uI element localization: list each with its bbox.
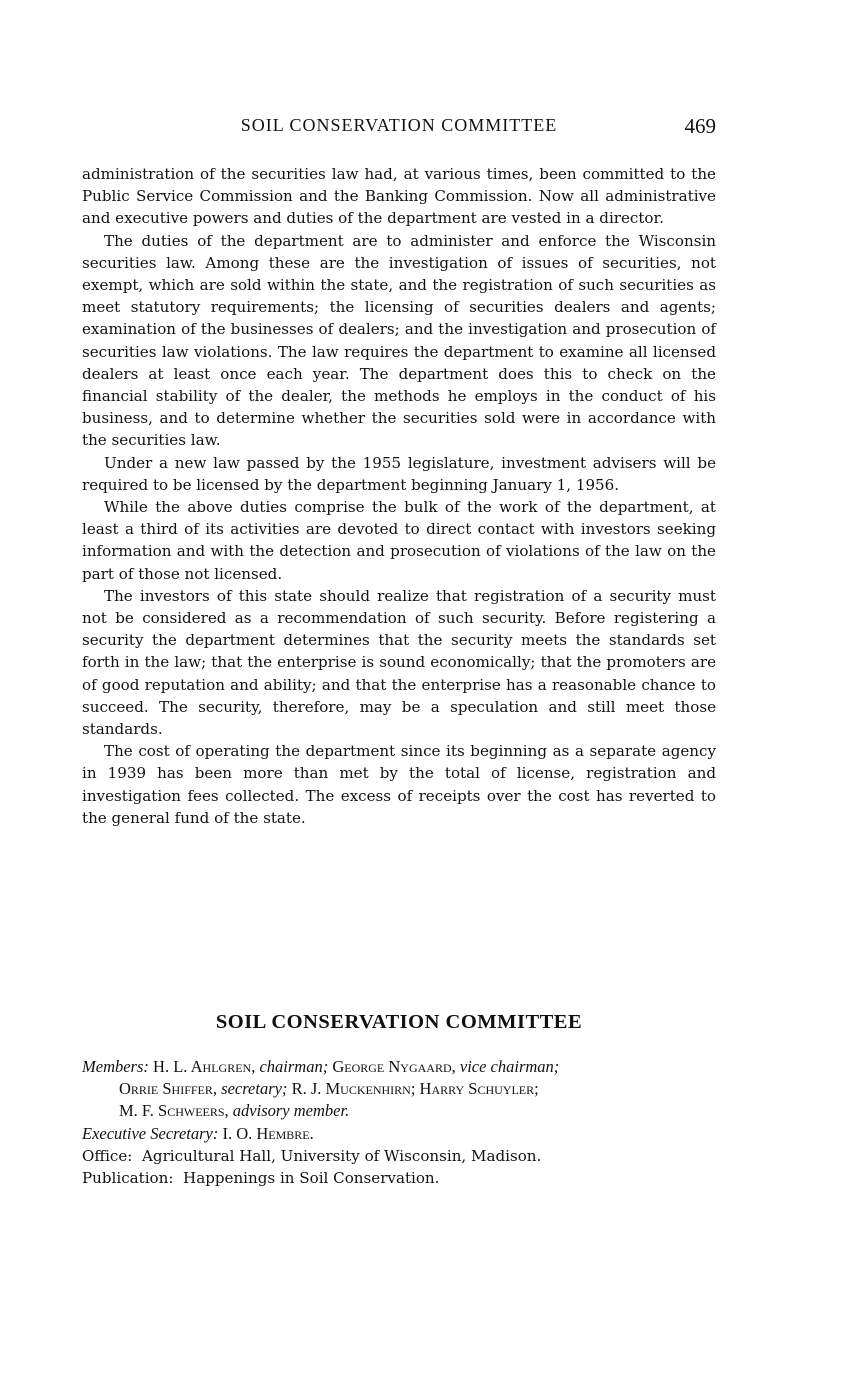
paragraph: The duties of the department are to administer and enforce the Wisconsin securities law. Among these are the investigation of issues of securities, not exempt, which are sold within the state, and the registration of such securities as meet statutory requirements; the licensing of securities dealers and agents; examination of the businesses of dealers; and the investigation and prosecution of securities law violations. The law requires the department to examine all licensed dealers at least once each year. The department does this to check on the financial stability of the dealer, the methods he employs in the conduct of his business, and to determine whether the securities sold were in accordance with the securities law.	[82, 231, 716, 450]
paragraph: The investors of this state should realize that registration of a security must not be considered as a recommendation of such security. Before registering a security the department determines that the security meets the standards set forth in the law; that the enterprise is sound economically; that the promoters are of good reputation and ability; and that the enterprise has a reasonable chance to succeed. The security, therefore, may be a speculation and still meet those standards.	[82, 586, 716, 739]
member-name: Orrie Shiffer	[119, 1079, 213, 1099]
member-role: advisory member.	[232, 1101, 350, 1121]
member-name: George Nygaard	[332, 1057, 452, 1076]
paragraph: Under a new law passed by the 1955 legislature, investment advisers will be required to be licensed by the department beginning January 1, 1956.	[82, 453, 716, 494]
members-label: Members:	[82, 1057, 149, 1076]
members-line: Members: H. L. Ahlgren, chairman; George Nygaard, vice chairman;	[82, 1057, 560, 1076]
members-line: Orrie Shiffer, secretary; R. J. Muckenhirn; Harry Schuyler;	[119, 1079, 539, 1099]
page-number: 469	[684, 114, 716, 138]
member-role: vice chairman;	[459, 1057, 560, 1076]
paragraph: administration of the securities law had, at various times, been committed to the Public Service Commission and the Banking Commission. Now all administrative and executive powers and duties of the department are vested in a director.	[82, 165, 716, 228]
member-name: R. J. Muckenhirn;	[291, 1079, 416, 1099]
office-line	[82, 1145, 722, 1167]
office-label: Office:	[82, 1146, 133, 1165]
member-name: Harry Schuyler;	[419, 1079, 539, 1099]
section-title: SOIL CONSERVATION COMMITTEE	[215, 1011, 583, 1033]
paragraph: While the above duties comprise the bulk of the work of the department, at least a third of its activities are devoted to direct contact with investors seeking information and with the detection and prosecution of violations of the law on the part of those not licensed.	[82, 498, 716, 583]
member-role: chairman;	[259, 1057, 329, 1076]
publication-line	[82, 1167, 722, 1189]
committee-details	[82, 1056, 722, 1189]
office-value: Agricultural Hall, University of Wisconsin, Madison.	[142, 1146, 542, 1165]
publication-label: Publication:	[82, 1169, 174, 1188]
running-title: SOIL CONSERVATION COMMITTEE	[240, 115, 558, 135]
executive-secretary-label: Executive Secretary:	[82, 1123, 219, 1143]
body-text	[82, 163, 716, 829]
executive-secretary-name: I. O. Hembre.	[222, 1123, 314, 1143]
members-line: M. F. Schweers, advisory member.	[119, 1101, 350, 1121]
member-name: M. F. Schweers	[119, 1101, 225, 1121]
executive-secretary-line	[82, 1123, 722, 1145]
member-role: secretary;	[221, 1079, 288, 1099]
publication-value: Happenings in Soil Conservation.	[183, 1169, 440, 1188]
paragraph: The cost of operating the department since its beginning as a separate agency in 1939 has been more than met by the total of license, registration and investigation fees collected. The excess of receipts over the cost has reverted to the general fund of the state.	[82, 742, 716, 827]
member-name: H. L. Ahlgren	[153, 1057, 252, 1076]
running-head	[82, 115, 716, 141]
